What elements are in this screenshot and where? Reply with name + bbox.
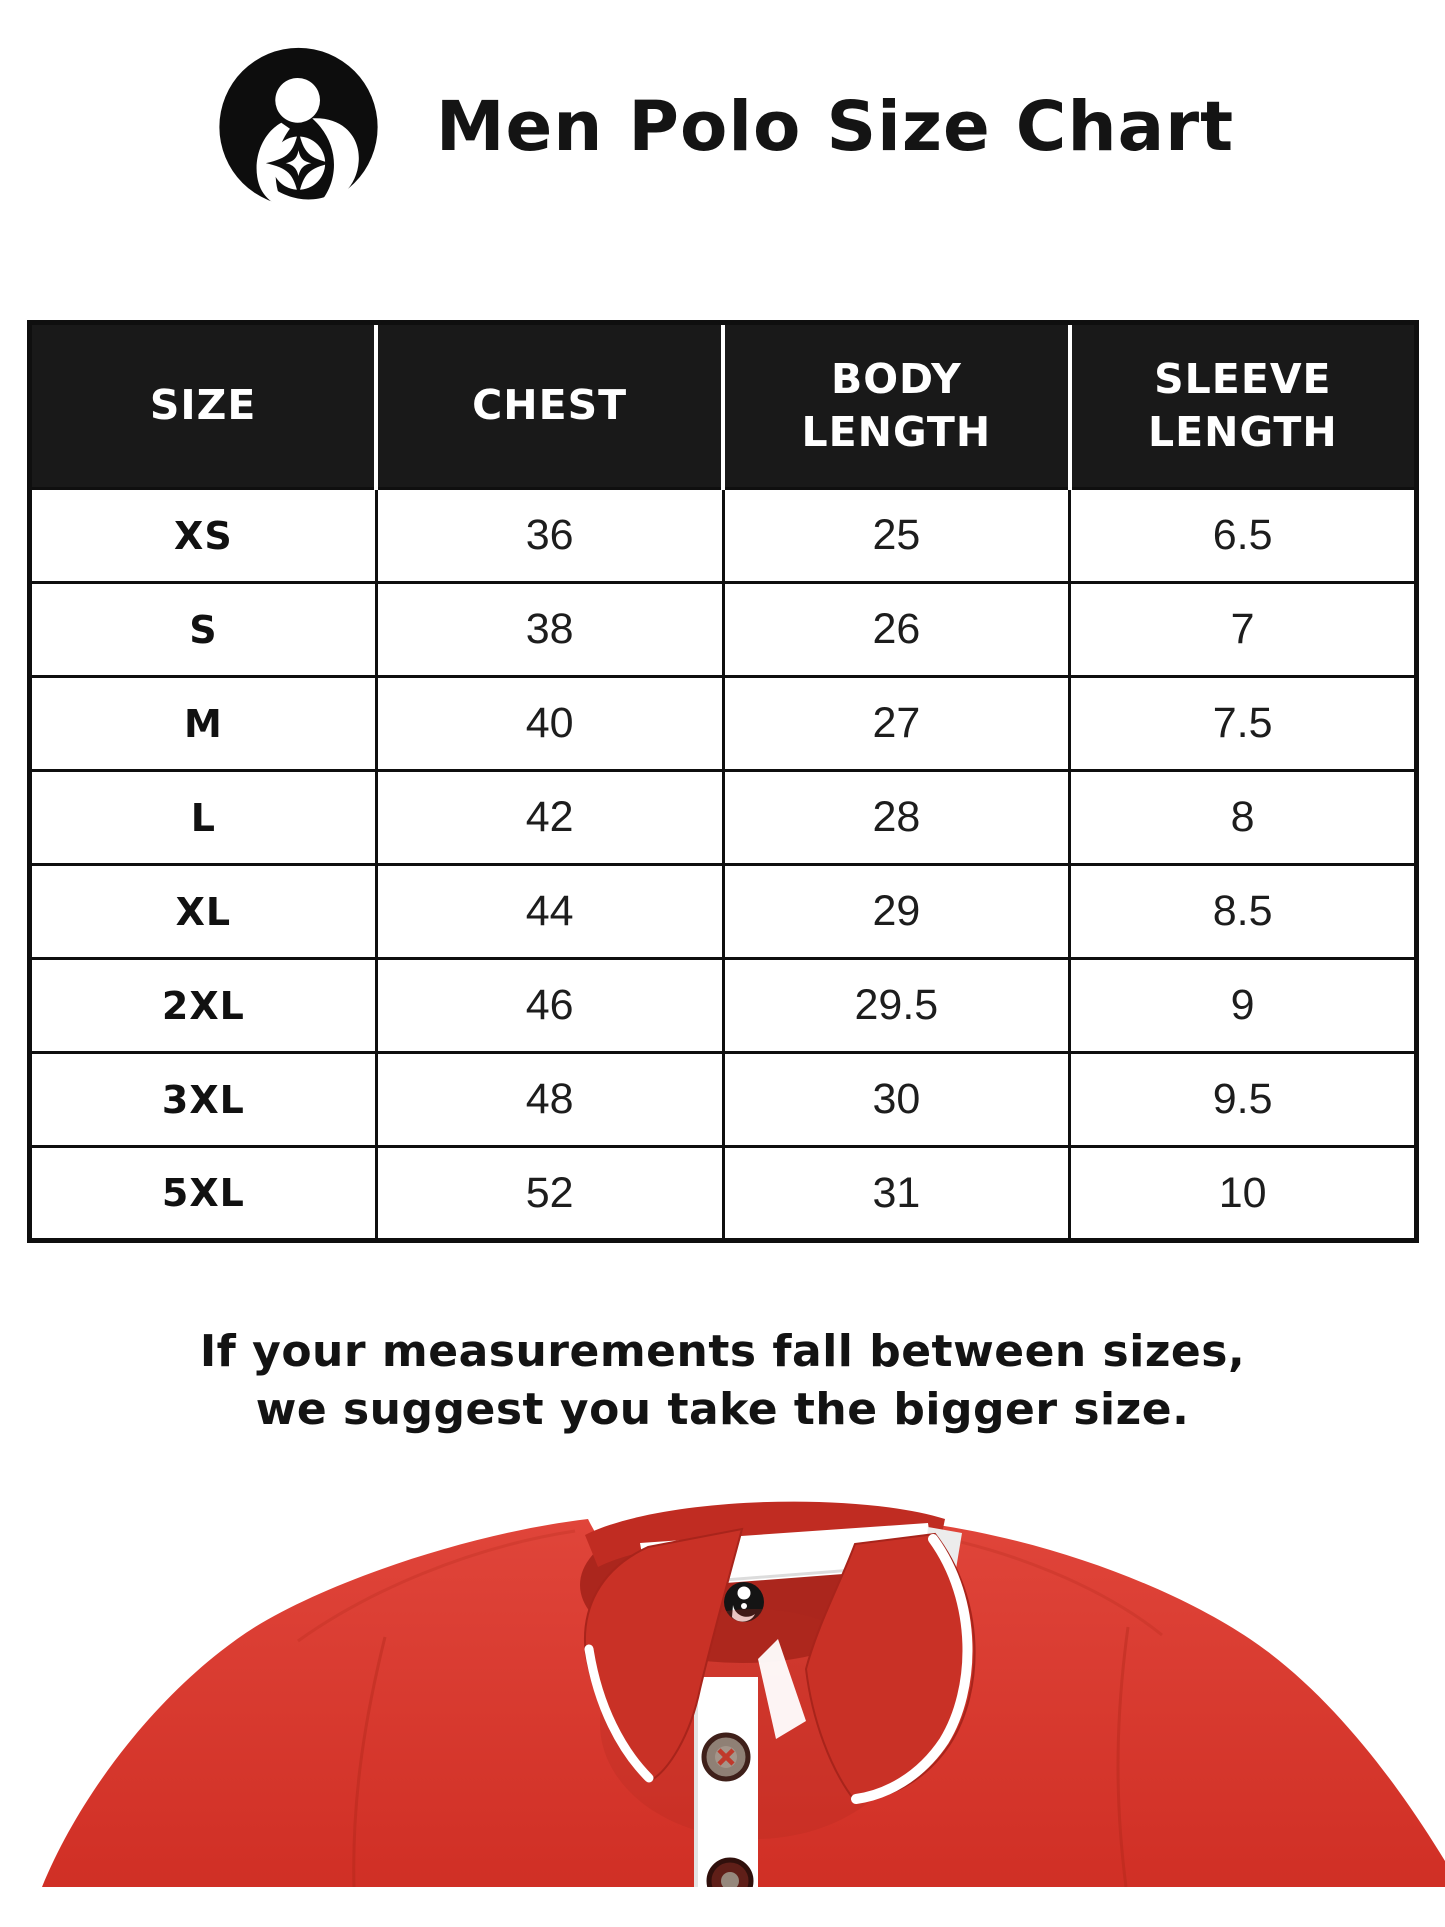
chest-value: 36 [376,489,723,583]
size-label: M [30,677,377,771]
size-label: XS [30,489,377,583]
sleeve-length-value: 7.5 [1070,677,1417,771]
chest-value: 40 [376,677,723,771]
table-row-s [30,583,1417,677]
body-length-value: 28 [723,771,1070,865]
table-row-xs [30,489,1417,583]
polo-shirt-image [0,1489,1445,1887]
sleeve-length-value: 7 [1070,583,1417,677]
header-row [30,323,1417,489]
table-row-2xl [30,959,1417,1053]
chest-value: 38 [376,583,723,677]
body-length-value: 25 [723,489,1070,583]
size-label: S [30,583,377,677]
size-chart-table [27,320,1419,1243]
column-header-size: SIZE [30,323,377,489]
sizing-note-line1: If your measurements fall between sizes, [199,1326,1246,1377]
column-header-sleeve-length: SLEEVE LENGTH [1070,323,1417,489]
sizing-note [0,1323,1445,1439]
brand-header [0,0,1445,214]
sleeve-length-value: 6.5 [1070,489,1417,583]
body-length-value: 26 [723,583,1070,677]
size-label: XL [30,865,377,959]
size-label: 3XL [30,1053,377,1147]
polo-button-bottom [709,1860,751,1887]
sleeve-length-value: 8 [1070,771,1417,865]
table-row-m [30,677,1417,771]
page-title: Men Polo Size Chart [435,87,1235,167]
chest-value: 52 [376,1147,723,1241]
table-row-xl [30,865,1417,959]
body-length-value: 31 [723,1147,1070,1241]
sizing-note-line2: we suggest you take the bigger size. [255,1384,1190,1436]
table-header [30,323,1417,489]
chest-value: 42 [376,771,723,865]
sleeve-length-value: 9 [1070,959,1417,1053]
table-body [30,489,1417,1241]
table-row-5xl [30,1147,1417,1241]
column-header-chest: CHEST [376,323,723,489]
size-label: 2XL [30,959,377,1053]
size-label: L [30,771,377,865]
size-chart-section [27,320,1419,1243]
chest-value: 44 [376,865,723,959]
table-row-3xl [30,1053,1417,1147]
column-header-body-length: BODY LENGTH [723,323,1070,489]
body-length-value: 27 [723,677,1070,771]
sleeve-length-value: 10 [1070,1147,1417,1241]
sleeve-length-value: 9.5 [1070,1053,1417,1147]
size-label: 5XL [30,1147,377,1241]
body-length-value: 29.5 [723,959,1070,1053]
brand-logo-icon [211,41,386,213]
table-row-l [30,771,1417,865]
mother-and-child-logo [211,41,386,213]
chest-value: 48 [376,1053,723,1147]
polo-button-top [704,1735,748,1779]
body-length-value: 30 [723,1053,1070,1147]
chest-value: 46 [376,959,723,1053]
body-length-value: 29 [723,865,1070,959]
sleeve-length-value: 8.5 [1070,865,1417,959]
red-polo-shirt-illustration [0,1489,1445,1887]
